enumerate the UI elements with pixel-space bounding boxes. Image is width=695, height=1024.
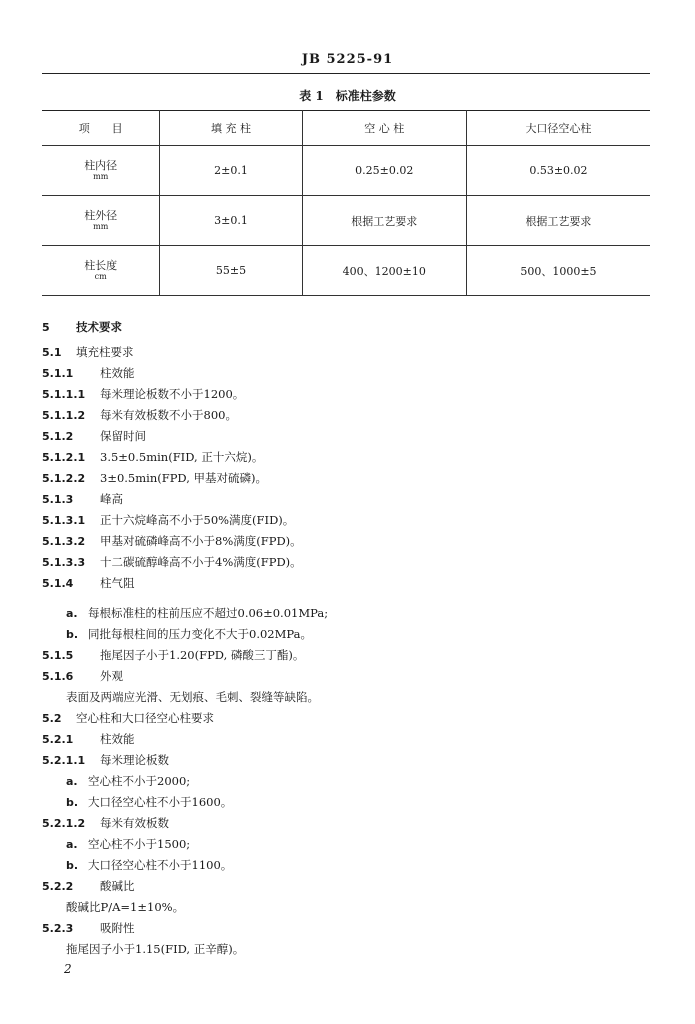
clause-line xyxy=(42,365,135,381)
clause-text: 空心柱和大口径空心柱要求 xyxy=(76,711,214,725)
clause-number: 5.1.4 xyxy=(42,577,74,590)
clause-line xyxy=(42,470,267,486)
clause-number: 5.1.3.1 xyxy=(42,514,86,527)
table-row xyxy=(42,246,650,296)
list-marker: a. xyxy=(66,607,78,620)
cell-wide-bore: 0.53±0.02 xyxy=(466,146,650,196)
row-label-cell xyxy=(42,146,160,196)
clause-line xyxy=(42,449,263,465)
clause-text: 3±0.5min(FPD, 甲基对硫磷)。 xyxy=(100,471,268,485)
cell-wide-bore: 根据工艺要求 xyxy=(466,196,650,246)
clause-line xyxy=(42,575,135,591)
row-label-cell xyxy=(42,196,160,246)
clause-text: 每米有效板数 xyxy=(100,816,169,830)
clause-line xyxy=(42,491,123,507)
clause-text: 峰高 xyxy=(100,492,123,506)
clause-text: 填充柱要求 xyxy=(76,345,134,359)
clause-line xyxy=(42,668,123,684)
clause-number: 5.1.2.1 xyxy=(42,451,86,464)
table-row xyxy=(42,196,650,246)
table-header-row xyxy=(42,111,650,146)
clause-text: 柱气阻 xyxy=(100,576,135,590)
clause-number: 5.2 xyxy=(42,712,62,725)
list-item xyxy=(66,773,190,789)
clause-line xyxy=(42,407,237,423)
clause-number: 5.1.2.2 xyxy=(42,472,86,485)
clause-text: 正十六烷峰高不小于50%满度(FID)。 xyxy=(100,513,295,527)
clause-number: 5.1 xyxy=(42,346,62,359)
cell-wide-bore: 500、1000±5 xyxy=(466,246,650,296)
parameter-table xyxy=(42,110,650,296)
clause-number: 5.1.5 xyxy=(42,649,74,662)
row-label: 柱外径 xyxy=(84,209,118,222)
clause-number: 5.1.1 xyxy=(42,367,74,380)
clause-text: 酸碱比 xyxy=(100,879,135,893)
clause-line xyxy=(42,344,134,360)
clause-number: 5.1.3.3 xyxy=(42,556,86,569)
page-number: 2 xyxy=(64,962,72,976)
cell-packed: 2±0.1 xyxy=(160,146,302,196)
list-text: 大口径空心柱不小于1600。 xyxy=(88,795,233,809)
row-label: 柱内径 xyxy=(84,159,118,172)
list-marker: b. xyxy=(66,628,79,641)
list-item xyxy=(66,857,232,873)
clause-number: 5.1.3.2 xyxy=(42,535,86,548)
row-label-cell xyxy=(42,246,160,296)
clause-line xyxy=(42,920,135,936)
clause-line xyxy=(42,512,294,528)
list-item xyxy=(66,836,190,852)
table-row xyxy=(42,146,650,196)
row-unit: mm xyxy=(93,172,109,181)
clause-line xyxy=(42,752,169,768)
list-text: 同批每根柱间的压力变化不大于0.02MPa。 xyxy=(88,627,312,641)
row-unit: mm xyxy=(93,222,109,231)
clause-number: 5 xyxy=(42,321,50,334)
clause-line xyxy=(42,647,304,663)
clause-number: 5.1.2 xyxy=(42,430,74,443)
list-text: 每根标准柱的柱前压应不超过0.06±0.01MPa; xyxy=(88,606,329,620)
col-header-item: 项 目 xyxy=(42,111,160,146)
list-marker: b. xyxy=(66,859,79,872)
clause-text: 拖尾因子小于1.20(FPD, 磷酸三丁酯)。 xyxy=(100,648,305,662)
clause-number: 5.2.1 xyxy=(42,733,74,746)
clause-text: 技术要求 xyxy=(76,320,122,334)
cell-capillary: 0.25±0.02 xyxy=(302,146,466,196)
cell-capillary: 根据工艺要求 xyxy=(302,196,466,246)
clause-text: 十二碳硫醇峰高不小于4%满度(FPD)。 xyxy=(100,555,302,569)
list-marker: a. xyxy=(66,838,78,851)
cell-packed: 55±5 xyxy=(160,246,302,296)
clause-text: 外观 xyxy=(100,669,123,683)
clause-number: 5.2.3 xyxy=(42,922,74,935)
clause-text: 每米理论板数不小于1200。 xyxy=(100,387,245,401)
clause-text: 保留时间 xyxy=(100,429,146,443)
col-header-packed: 填 充 柱 xyxy=(160,111,302,146)
clause-line xyxy=(42,731,135,747)
clause-text: 每米有效板数不小于800。 xyxy=(100,408,237,422)
clause-line xyxy=(42,533,302,549)
list-text: 大口径空心柱不小于1100。 xyxy=(88,858,233,872)
list-marker: b. xyxy=(66,796,79,809)
clause-text: 每米理论板数 xyxy=(100,753,169,767)
list-item xyxy=(66,794,232,810)
paragraph: 表面及两端应光滑、无划痕、毛刺、裂缝等缺陷。 xyxy=(66,690,319,704)
paragraph: 拖尾因子小于1.15(FID, 正辛醇)。 xyxy=(66,942,245,956)
clause-line xyxy=(42,815,169,831)
clause-number: 5.2.2 xyxy=(42,880,74,893)
paragraph: 酸碱比P/A=1±10%。 xyxy=(66,900,185,914)
clause-line xyxy=(42,386,244,402)
clause-number: 5.1.1.1 xyxy=(42,388,86,401)
row-label: 柱长度 xyxy=(84,259,118,272)
list-item xyxy=(66,626,312,642)
row-unit: cm xyxy=(94,272,107,281)
header-rule xyxy=(42,73,650,74)
clause-number: 5.2.1.2 xyxy=(42,817,86,830)
clause-number: 5.1.3 xyxy=(42,493,74,506)
clause-line xyxy=(42,878,135,894)
cell-capillary: 400、1200±10 xyxy=(302,246,466,296)
clause-line xyxy=(42,428,146,444)
clause-text: 柱效能 xyxy=(100,732,135,746)
table-title: 表 1 标准柱参数 xyxy=(299,89,396,103)
clause-text: 3.5±0.5min(FID, 正十六烷)。 xyxy=(100,450,264,464)
list-item xyxy=(66,605,328,621)
list-marker: a. xyxy=(66,775,78,788)
list-text: 空心柱不小于1500; xyxy=(88,837,191,851)
clause-line xyxy=(42,710,214,726)
clause-text: 甲基对硫磷峰高不小于8%满度(FPD)。 xyxy=(100,534,302,548)
clause-number: 5.2.1.1 xyxy=(42,754,86,767)
list-text: 空心柱不小于2000; xyxy=(88,774,191,788)
clause-number: 5.1.6 xyxy=(42,670,74,683)
col-header-wide-bore: 大口径空心柱 xyxy=(466,111,650,146)
clause-number: 5.1.1.2 xyxy=(42,409,86,422)
standard-code: JB 5225-91 xyxy=(301,52,394,67)
clause-line xyxy=(42,554,302,570)
col-header-capillary: 空 心 柱 xyxy=(302,111,466,146)
clause-text: 柱效能 xyxy=(100,366,135,380)
section-heading xyxy=(42,319,122,335)
cell-packed: 3±0.1 xyxy=(160,196,302,246)
clause-text: 吸附性 xyxy=(100,921,135,935)
